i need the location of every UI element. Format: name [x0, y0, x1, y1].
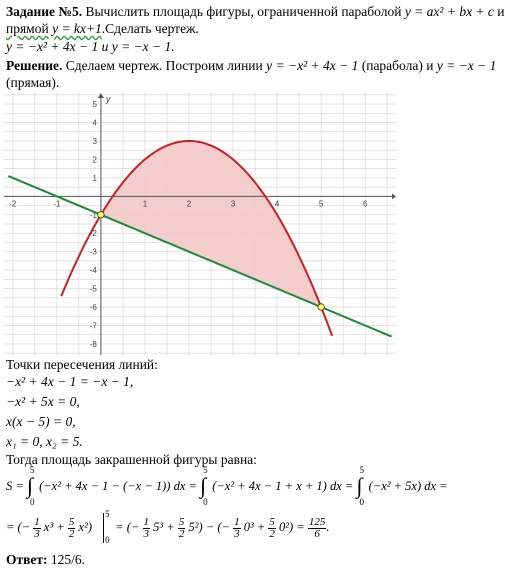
- answer-line: [6, 552, 85, 568]
- eval-open: = (−: [6, 519, 31, 534]
- integral-expr-3: (−x² + 5x) dx =: [368, 478, 448, 493]
- integral-sign-2: ∫ 5 0: [200, 465, 208, 507]
- x-tick-label: -1: [53, 199, 61, 209]
- graph-chart: [4, 93, 396, 355]
- step-4: x₁ = 0, x₂ = 5.: [6, 434, 83, 449]
- y-tick-label: 3: [92, 136, 97, 146]
- answer-label: Ответ:: [6, 552, 48, 567]
- task-title: Задание №5.: [6, 4, 83, 19]
- eval-v1: 5³ +: [153, 519, 175, 534]
- task-line-tail: .Сделать чертеж.: [101, 21, 199, 36]
- integral-expr-2: (−x² + 4x − 1 + x + 1) dx =: [212, 478, 354, 493]
- x-axis-arrow: [392, 193, 396, 199]
- solution-label: Решение.: [6, 58, 63, 73]
- steps-heading: Точки пересечения линий:: [6, 357, 158, 372]
- given-functions: y = −x² + 4x − 1 и y = −x − 1.: [6, 39, 175, 54]
- frac-five-half-3: $\frac{5}{2}$: [269, 515, 275, 540]
- eval-end: .: [326, 519, 330, 534]
- integral-sign-1: ∫ 5 0: [26, 465, 35, 507]
- task-header: [6, 4, 505, 20]
- solution-f1: y = −x² + 4x − 1: [266, 58, 359, 73]
- y-tick-label: -3: [89, 247, 97, 257]
- frac-result: $\frac{125}{6}$: [308, 515, 326, 540]
- x-tick-label: 4: [274, 199, 280, 209]
- frac-five-half-2: $\frac{5}{2}$: [178, 515, 185, 540]
- eval-v3: 0³ +: [243, 519, 266, 534]
- y-tick-label: 4: [92, 118, 97, 128]
- integral-line: [6, 465, 448, 507]
- y-tick-label: -6: [89, 303, 97, 313]
- x-tick-label: 5: [318, 199, 324, 209]
- frac-one-third-3: $\frac{1}{3}$: [234, 515, 240, 540]
- task-line-formula: y = kx+1: [52, 21, 102, 36]
- x-tick-label: -2: [9, 199, 17, 209]
- task-and: и: [497, 4, 505, 19]
- integral-sign-3: ∫ 5 0: [356, 465, 364, 507]
- eval-v2: 5²) − (−: [188, 519, 230, 534]
- y-tick-label: -7: [89, 321, 97, 331]
- evaluation-line: [6, 509, 330, 545]
- y-tick-label: -2: [89, 229, 97, 239]
- y-tick-label: 1: [92, 173, 97, 183]
- y-tick-label: 5: [92, 100, 97, 110]
- x-tick-label: 6: [362, 199, 368, 209]
- intersection-point: [98, 212, 104, 218]
- step-3: x(x − 5) = 0,: [6, 414, 76, 429]
- eval-v4: 0²) =: [279, 519, 305, 534]
- area-heading: Тогда площадь закрашенной фигуры равна:: [6, 452, 257, 467]
- y-tick-label: 2: [92, 155, 97, 165]
- intersection-point: [318, 304, 324, 310]
- solution-line1: [6, 58, 496, 74]
- solution-text3: (прямая).: [6, 75, 60, 90]
- y-tick-label: -8: [89, 339, 97, 349]
- eval-eq: = (−: [115, 519, 140, 534]
- frac-one-third: $\frac{1}{3}$: [34, 515, 40, 540]
- y-axis-label: y: [105, 94, 111, 104]
- task-line-word: прямой: [6, 21, 49, 36]
- task-text: Вычислить площадь фигуры, ограниченной параболой: [85, 4, 402, 19]
- area-s: S =: [6, 478, 24, 493]
- answer-value: 125/6.: [50, 552, 86, 567]
- x-tick-label: 1: [142, 199, 148, 209]
- y-tick-label: -1: [89, 210, 97, 220]
- y-axis-arrow: [98, 93, 104, 98]
- solution-f2: y = −x − 1: [436, 58, 497, 73]
- task-line2: [6, 21, 199, 37]
- x-tick-label: 2: [186, 199, 192, 209]
- solution-text2: (парабола) и: [361, 58, 434, 73]
- frac-one-third-2: $\frac{1}{3}$: [143, 515, 150, 540]
- eval-bar: 5 0: [95, 513, 104, 543]
- eval-part1: x³ +: [43, 519, 65, 534]
- eval-part2: x²): [78, 519, 92, 534]
- y-tick-label: -5: [89, 284, 97, 294]
- solution-text1: Сделаем чертеж. Построим линии: [65, 58, 263, 73]
- frac-five-half: $\frac{5}{2}$: [68, 515, 75, 540]
- x-tick-label: 3: [230, 199, 236, 209]
- y-tick-label: -4: [89, 266, 97, 276]
- step-1: −x² + 4x − 1 = −x − 1,: [6, 374, 134, 389]
- integral-expr-1: (−x² + 4x − 1 − (−x − 1)) dx =: [39, 478, 197, 493]
- task-formula: y = ax² + bx + c: [404, 4, 494, 19]
- step-2: −x² + 5x = 0,: [6, 394, 80, 409]
